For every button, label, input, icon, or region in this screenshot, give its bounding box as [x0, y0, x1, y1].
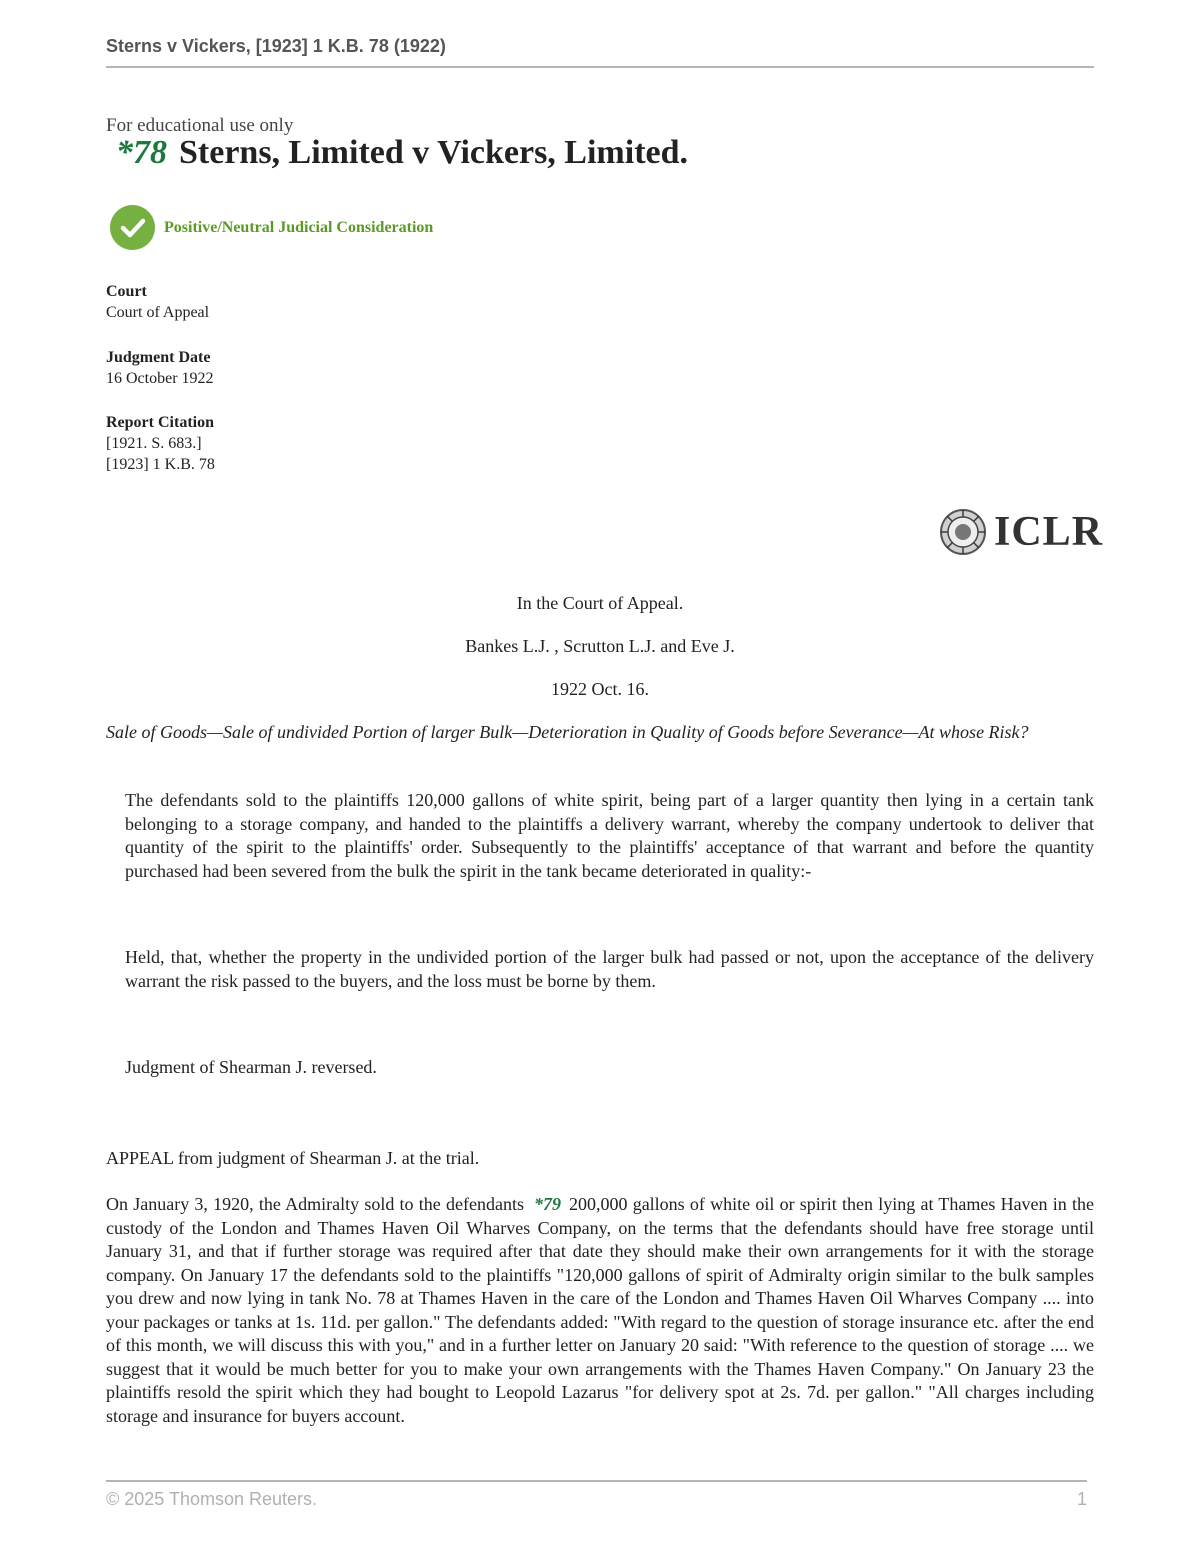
body-paragraph — [106, 1193, 1094, 1428]
headnote-facts: The defendants sold to the plaintiffs 120,000 gallons of white spirit, being part of a larger quantity then lying in a certain tank belonging to a storage company, and handed to the plaintiffs a delivery warrant, whereby the company undertook to deliver that quantity of the spirit to the plaintiffs' order. Subsequently to the plaintiffs' acceptance of that warrant and before the quantity purchased had been severed from the bulk the spirit in the tank became deteriorated in quality:- — [125, 790, 1094, 881]
consideration-label[interactable]: Positive/Neutral Judicial Consideration — [164, 218, 434, 236]
judgment-date-value: 16 October 1922 — [106, 370, 214, 387]
date-line: 1922 Oct. 16. — [551, 679, 649, 699]
judgment-date-label: Judgment Date — [106, 349, 211, 366]
court-block — [106, 281, 209, 323]
catchwords: Sale of Goods—Sale of undivided Portion of larger Bulk—Deterioration in Quality of Goods before Severance—At whose Risk? — [106, 722, 1029, 742]
report-citation-block — [106, 412, 215, 475]
footer-page-number: 1 — [1076, 1489, 1087, 1509]
running-header-title: Sterns v Vickers, [1923] 1 K.B. 78 (1922) — [106, 36, 446, 56]
headnote-disposition: Judgment of Shearman J. reversed. — [125, 1057, 377, 1077]
header-divider — [106, 66, 1094, 68]
report-citation-label: Report Citation — [106, 414, 214, 431]
iclr-crest-icon — [938, 504, 988, 560]
iclr-logo — [938, 504, 1103, 560]
judicial-consideration-flag[interactable] — [110, 205, 433, 250]
judges-line: Bankes L.J. , Scrutton L.J. and Eve J. — [465, 636, 735, 656]
star-page-marker: *78 — [116, 134, 167, 171]
report-citation-2: [1923] 1 K.B. 78 — [106, 456, 215, 473]
case-title-text: Sterns, Limited v Vickers, Limited. — [179, 134, 689, 171]
body-text-rest: 200,000 gallons of white oil or spirit then lying at Thames Haven in the custody of the London and Thames Haven Oil Wharves Company, on the terms that the defendants should have free storage until January 31, and that if further storage was required after that date they should make their own arrangements for it with the storage company. On January 17 the defendants sold to the plaintiffs "120,000 gallons of spirit of Admiralty origin similar to the bulk samples you drew and now lying in tank No. 78 at Thames Haven in the care of the London and Thames Haven Oil Wharves Company .... into your packages or tanks at 1s. 11d. per gallon." The defendants added: "With regard to the question of storage insurance etc. after the end of this month, we will discuss this with you," and in a further letter on January 20 said: "With reference to the question of storage .... we suggest that it would be much better for you to make your own arrangements with the Thames Haven Company." On January 23 the plaintiffs resold the spirit which they had bought to Leopold Lazarus "for delivery spot at 2s. 7d. per gallon." "All charges including storage and insurance for buyers account. — [106, 1194, 1094, 1426]
footer-copyright: © 2025 Thomson Reuters. — [106, 1489, 318, 1509]
footer-divider — [106, 1480, 1087, 1482]
judgment-date-block — [106, 347, 214, 389]
headnote-held: Held, that, whether the property in the undivided portion of the larger bulk had passed or not, upon the acceptance of the delivery warrant the risk passed to the buyers, and the loss must be borne by them. — [125, 947, 1094, 991]
body-text-start: On January 3, 1920, the Admiralty sold to the defendants — [106, 1194, 524, 1214]
case-title — [116, 134, 688, 172]
appeal-line: APPEAL from judgment of Shearman J. at the trial. — [106, 1148, 480, 1168]
check-icon — [110, 205, 155, 250]
court-label: Court — [106, 283, 147, 300]
court-line: In the Court of Appeal. — [516, 593, 684, 613]
report-citation-1: [1921. S. 683.] — [106, 435, 202, 452]
star-page-marker-inline: *79 — [533, 1194, 561, 1214]
educational-use-notice: For educational use only — [106, 115, 294, 136]
court-value: Court of Appeal — [106, 304, 210, 321]
iclr-logo-text: ICLR — [994, 509, 1104, 555]
